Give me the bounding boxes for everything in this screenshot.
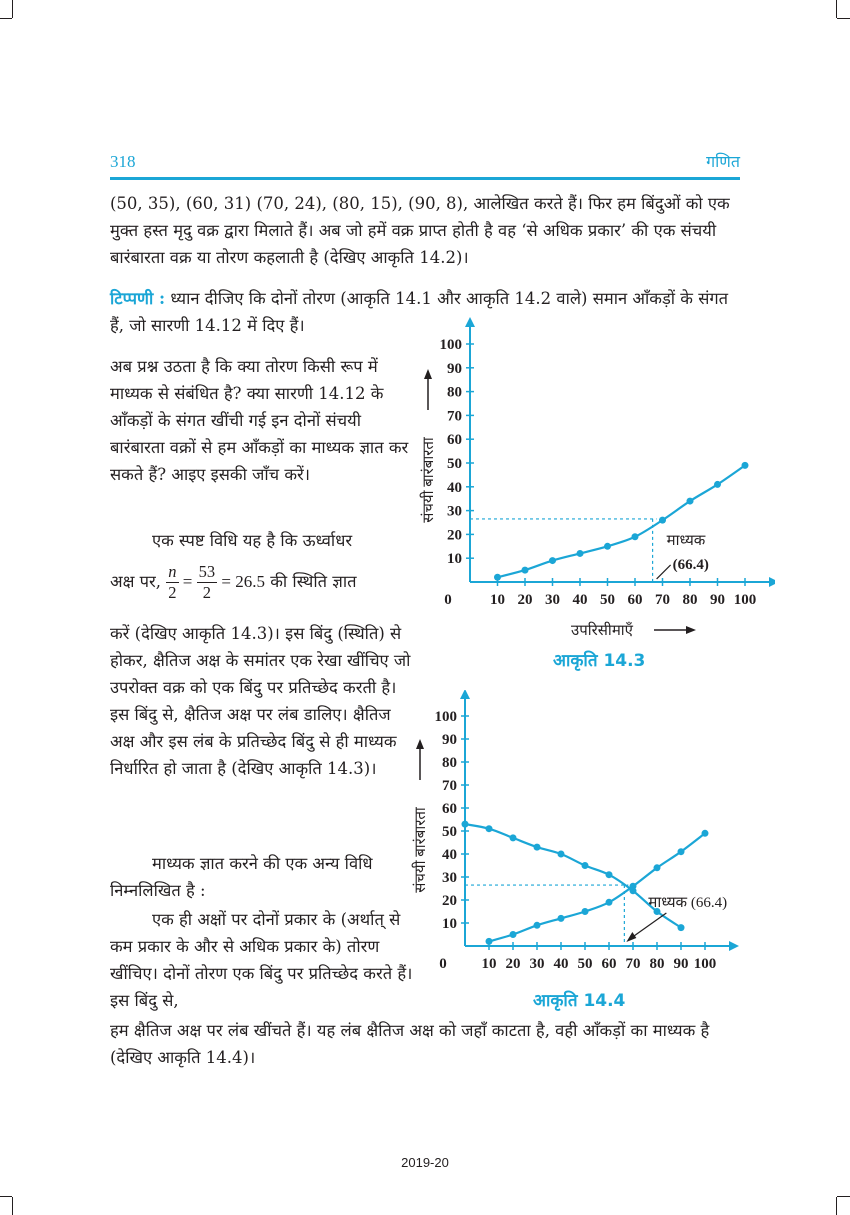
y-tick-label: 60 — [447, 432, 462, 449]
data-point — [462, 821, 469, 828]
y-tick-label: 40 — [442, 847, 457, 863]
figure-caption-14-3: आकृति 14.3 — [553, 651, 646, 671]
y-axis-title-arrowhead — [416, 739, 424, 749]
formula-suffix: की स्थिति ज्ञात — [264, 572, 357, 591]
y-tick-label: 80 — [442, 755, 457, 771]
x-tick-label: 90 — [710, 592, 725, 608]
paragraph-method-start: एक स्पष्ट विधि यह है कि ऊर्ध्वाधर — [152, 531, 353, 550]
y-tick-label: 30 — [447, 503, 462, 520]
page-number: 318 — [110, 152, 136, 171]
x-tick-label: 100 — [693, 956, 717, 972]
x-tick-label: 70 — [625, 956, 641, 972]
y-axis-title: संचयी बारंबारता — [421, 437, 437, 523]
x-tick-label: 90 — [673, 956, 689, 972]
ogive-curve-1 — [489, 833, 705, 941]
x-tick-label: 10 — [490, 592, 505, 608]
y-tick-label: 20 — [447, 527, 462, 544]
paragraph-method-detail: करें (देखिए आकृति 14.3)। इस बिंदु (स्थिति) से होकर, क्षैतिज अक्ष के समांतर एक रेखा खींचिए जो उपरोक्त वक्र को एक बिंदु पर प्रतिच्छेद करती है। इस बिंदु से, क्षैतिज अक्ष पर लंब डालिए। क्षैतिज अक्ष और इस लंब के प्रतिच्छेद बिंदु से ही माध्यक निर्धारित हो जाता है (देखिए आकृति 14.3)। — [110, 624, 411, 778]
x-axis-arrow — [729, 941, 739, 951]
paragraph-conclusion: हम क्षैतिज अक्ष पर लंब खींचते हैं। यह लंब क्षैतिज अक्ष को जहाँ काटता है, वही आँकड़ों का माध्यक है (देखिए आकृति 14.4)। — [110, 1021, 710, 1067]
data-point — [522, 567, 529, 574]
y-tick-label: 50 — [442, 824, 457, 840]
header-rule — [110, 177, 740, 180]
data-point — [630, 887, 637, 894]
paragraph-both-ogives: एक ही अक्षों पर दोनों प्रकार के (अर्थात् से कम प्रकार के और से अधिक प्रकार के) तोरण खींचिए। दोनों तोरण एक बिंदु पर प्रतिच्छेद करते हैं। इस बिंदु से, — [110, 910, 413, 1010]
crop-mark — [836, 0, 837, 18]
x-tick-label: 30 — [529, 956, 545, 972]
crop-mark — [0, 1196, 12, 1197]
origin-label: 0 — [439, 956, 447, 972]
data-point — [510, 931, 517, 938]
x-axis-title: उपरिसीमाएँ — [571, 623, 633, 639]
header-title: गणित — [706, 152, 740, 171]
x-tick-label: 100 — [733, 592, 757, 608]
median-annotation-label: माध्यक — [666, 532, 706, 549]
data-point — [582, 908, 589, 915]
paragraph-question: अब प्रश्न उठता है कि क्या तोरण किसी रूप में माध्यक से संबंधित है? क्या सारणी 14.12 के आँकड़ों के संगत खींची गई इन दोनों संचयी बारंबारता वक्रों से हम आँकड़ों का माध्यक ज्ञात कर सकते हैं? आइए इसकी जाँच करें। — [110, 357, 409, 484]
data-point — [702, 830, 709, 837]
median-annotation-label: माध्यक (66.4) — [648, 895, 728, 912]
y-axis-arrow — [465, 317, 475, 327]
crop-mark — [12, 0, 13, 18]
fraction-numerator: 53 — [198, 562, 216, 581]
data-point — [632, 533, 639, 540]
x-tick-label: 40 — [572, 592, 588, 608]
y-axis-title-arrowhead — [424, 369, 432, 379]
y-tick-label: 40 — [447, 479, 462, 496]
paragraph-intro: (50, 35), (60, 31) (70, 24), (80, 15), (90, 8), आलेखित करते हैं। फिर हम बिंदुओं को एक मुक्त हस्त मृदु वक्र द्वारा मिलाते हैं। अब जो हमें वक्र प्राप्त होती है वह ‘से अधिक प्रकार’ की एक संचयी बारंबारता वक्र या तोरण कहलाती है (देखिए आकृति 14.2)। — [110, 194, 730, 267]
data-point — [534, 844, 541, 851]
y-tick-label: 90 — [442, 732, 457, 748]
data-point — [742, 462, 749, 469]
fraction-53-over-2 — [197, 562, 218, 603]
data-point — [494, 574, 501, 581]
y-tick-label: 70 — [447, 408, 462, 425]
y-tick-label: 20 — [442, 893, 457, 909]
data-point — [534, 922, 541, 929]
x-axis-title-arrowhead — [686, 626, 696, 634]
y-tick-label: 80 — [447, 384, 462, 401]
note-text: ध्यान दीजिए कि दोनों तोरण (आकृति 14.1 और आकृति 14.2 वाले) समान आँकड़ों के संगत हैं, जो सारणी 14.12 में दिए हैं। — [110, 289, 729, 335]
y-axis-arrow — [460, 690, 470, 699]
data-point — [606, 899, 613, 906]
x-tick-label: 60 — [627, 592, 643, 608]
data-point — [678, 924, 685, 931]
note-label: टिप्पणी : — [110, 289, 166, 308]
data-point — [510, 834, 517, 841]
y-tick-label: 10 — [442, 916, 457, 932]
data-point — [659, 517, 666, 524]
fraction-n-over-2 — [166, 562, 178, 603]
x-tick-label: 20 — [517, 592, 533, 608]
median-annotation-value: (66.4) — [672, 556, 709, 573]
data-point — [582, 862, 589, 869]
x-tick-label: 10 — [481, 956, 497, 972]
crop-mark — [836, 1197, 837, 1215]
median-annotation-arrowhead — [626, 932, 636, 942]
x-tick-label: 70 — [655, 592, 670, 608]
formula-prefix: अक्ष पर, — [110, 572, 167, 591]
data-point — [714, 481, 721, 488]
median-formula-line — [110, 562, 420, 612]
ogive-chart-14-4 — [405, 690, 765, 990]
y-axis-title: संचयी बारंबारता — [413, 807, 429, 893]
x-tick-label: 50 — [600, 592, 615, 608]
x-tick-label: 30 — [545, 592, 560, 608]
data-point — [687, 498, 694, 505]
y-tick-label: 30 — [442, 870, 457, 886]
data-point — [678, 848, 685, 855]
y-tick-label: 60 — [442, 801, 457, 817]
crop-mark — [837, 1196, 850, 1197]
x-tick-label: 40 — [553, 956, 569, 972]
fraction-numerator: n — [168, 562, 177, 581]
data-point — [604, 543, 611, 550]
ogive-curve-2 — [465, 824, 681, 928]
y-tick-label: 90 — [447, 360, 462, 377]
equals-sign: = — [178, 572, 197, 591]
data-point — [486, 825, 493, 832]
median-annotation-pointer — [657, 565, 671, 579]
y-tick-label: 70 — [442, 778, 457, 794]
page-footer: 2019-20 — [401, 1155, 449, 1170]
data-point — [577, 550, 584, 557]
y-tick-label: 100 — [439, 337, 462, 353]
ogive-chart-14-3 — [415, 315, 775, 670]
crop-mark — [12, 1197, 13, 1215]
x-tick-label: 80 — [682, 592, 698, 608]
origin-label: 0 — [444, 592, 452, 608]
x-tick-label: 60 — [601, 956, 617, 972]
crop-mark — [837, 18, 850, 19]
data-point — [486, 938, 493, 945]
crop-mark — [0, 18, 12, 19]
data-point — [558, 851, 565, 858]
data-point — [606, 871, 613, 878]
figure-caption-14-4: आकृति 14.4 — [533, 991, 626, 1011]
formula-result: = 26.5 — [217, 572, 265, 591]
fraction-denominator: 2 — [202, 583, 212, 602]
paragraph-other-method: माध्यक ज्ञात करने की एक अन्य विधि निम्नलिखित है : — [110, 854, 373, 900]
y-tick-label: 50 — [447, 456, 462, 472]
data-point — [654, 864, 661, 871]
x-tick-label: 20 — [505, 956, 521, 972]
x-tick-label: 50 — [577, 956, 593, 972]
fraction-denominator: 2 — [168, 583, 177, 602]
y-tick-label: 10 — [447, 551, 462, 568]
x-axis-arrow — [769, 577, 775, 587]
y-tick-label: 100 — [434, 709, 457, 725]
data-point — [558, 915, 565, 922]
data-point — [549, 557, 556, 564]
x-tick-label: 80 — [649, 956, 665, 972]
